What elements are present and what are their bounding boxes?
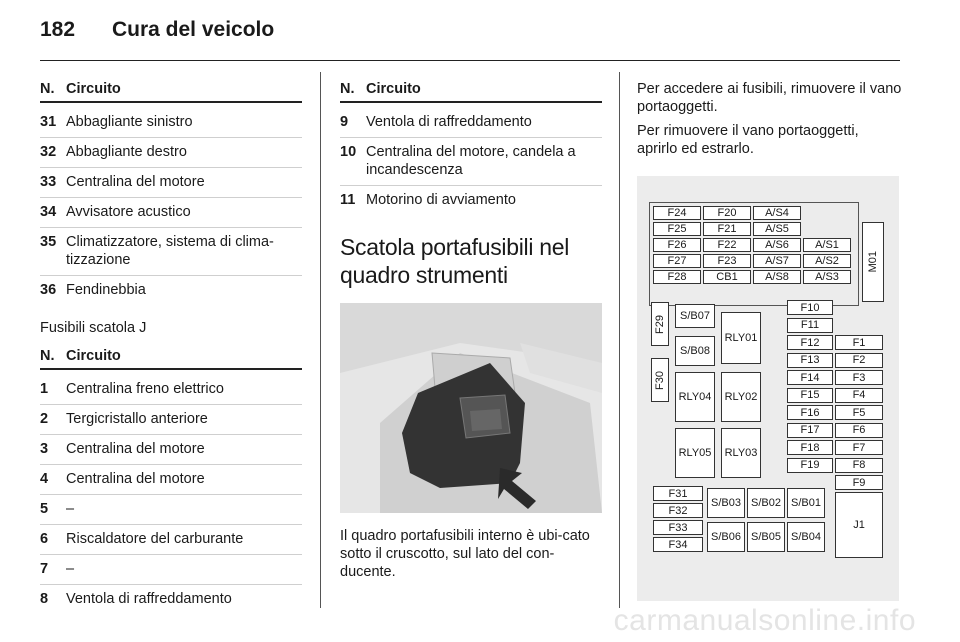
fuse-slot xyxy=(835,423,883,438)
page-header xyxy=(40,18,274,42)
fuse-slot-label: S/B01 xyxy=(791,497,821,509)
circuit-description: – xyxy=(66,561,75,577)
circuit-description: Ventola di raffreddamento xyxy=(366,114,532,130)
fuse-slot xyxy=(653,520,703,535)
fuse-slot-label: F33 xyxy=(668,521,688,534)
fuse-slot-label: F24 xyxy=(667,207,687,219)
fuse-slot-label: A/S8 xyxy=(765,271,789,283)
fuse-slot-label: F12 xyxy=(800,336,820,349)
fuse-slot xyxy=(803,270,851,284)
circuit-description: Centralina del motore, candela a incandescenza xyxy=(366,144,576,178)
circuit-number: 7 xyxy=(40,561,49,577)
table-row xyxy=(40,410,302,435)
relay-label: RLY05 xyxy=(678,447,712,459)
relay-label: RLY02 xyxy=(724,391,758,403)
page-number: 182 xyxy=(40,18,76,41)
fuse-slot-label: F27 xyxy=(667,255,687,267)
fuse-slot-label: F19 xyxy=(800,459,820,471)
circuit-number: 32 xyxy=(40,144,57,160)
column-1 xyxy=(40,80,302,619)
fuse-slot-label: F1 xyxy=(852,336,866,349)
fuse-slot-label: F23 xyxy=(717,255,737,267)
fuse-slot-label: F31 xyxy=(668,487,688,500)
circuit-number: 11 xyxy=(340,192,356,208)
fuse-slot xyxy=(703,238,751,252)
fuse-slot xyxy=(675,336,715,366)
relay xyxy=(721,372,761,422)
relay xyxy=(675,372,715,422)
circuit-number: 35 xyxy=(40,234,57,250)
fuse-slot xyxy=(747,488,785,518)
fuse-slot-label: F32 xyxy=(668,504,688,517)
fuse-panel-illustration xyxy=(340,303,602,513)
circuit-number: 4 xyxy=(40,471,49,487)
header-rule xyxy=(40,60,900,61)
circuit-description: Centralina del motore xyxy=(66,441,205,457)
fuse-slot-label: S/B03 xyxy=(711,497,741,509)
fuse-slot xyxy=(787,405,833,420)
fuse-module-label: M01 xyxy=(867,251,879,273)
circuit-number: 34 xyxy=(40,204,57,220)
circuit-description: Abbagliante sinistro xyxy=(66,114,193,130)
fuse-slot xyxy=(703,206,751,220)
fuse-slot-label: S/B06 xyxy=(711,531,741,543)
fuse-slot xyxy=(803,238,851,252)
circuit-description: – xyxy=(66,501,75,517)
fuse-slot-label: F28 xyxy=(667,271,687,283)
fuse-slot-label: F20 xyxy=(717,207,737,219)
table-row xyxy=(40,281,302,305)
fuse-slot xyxy=(653,270,701,284)
fuse-slot xyxy=(753,254,801,268)
fuse-slot-label: F18 xyxy=(800,441,820,454)
circuit-description: Tergicristallo anteriore xyxy=(66,411,208,427)
column-divider xyxy=(320,72,321,608)
fuse-slot xyxy=(835,458,883,473)
fusebox-diagram xyxy=(637,176,899,601)
fuse-slot-label: CB1 xyxy=(716,271,738,283)
fuse-slot xyxy=(675,304,715,328)
fuse-slot xyxy=(803,254,851,268)
fuse-slot xyxy=(653,222,701,236)
fuse-slot-label: F9 xyxy=(852,476,866,489)
fuse-slot-label: S/B04 xyxy=(791,531,821,543)
fuse-slot-label: F25 xyxy=(667,223,687,235)
fuse-slot-label: F4 xyxy=(852,389,866,401)
fuse-slot xyxy=(787,488,825,518)
table-header: N. Circuito xyxy=(40,80,302,103)
fuse-slot-label: A/S3 xyxy=(815,271,839,283)
fuse-slot-label: F17 xyxy=(800,424,820,436)
table-row xyxy=(40,440,302,465)
fuse-slot xyxy=(703,222,751,236)
fuse-slot xyxy=(651,302,669,346)
fuse-panel-photo xyxy=(340,303,602,513)
fuse-slot-label: S/B05 xyxy=(751,531,781,543)
fuse-slot xyxy=(787,423,833,438)
circuit-description: Centralina del motore xyxy=(66,174,205,190)
fuse-table-1 xyxy=(40,113,302,305)
fuse-slot-label: J1 xyxy=(853,519,865,531)
table-row xyxy=(340,113,602,138)
table-row xyxy=(40,233,302,276)
fuse-slot-label: F6 xyxy=(852,424,866,436)
fuse-slot xyxy=(835,405,883,420)
fuse-slot xyxy=(835,353,883,368)
table-row xyxy=(40,590,302,614)
fuse-slot xyxy=(835,475,883,490)
circuit-description: Riscaldatore del carburante xyxy=(66,531,244,547)
fuse-slot xyxy=(753,206,801,220)
page-title: Cura del veicolo xyxy=(112,18,275,41)
fuse-slot xyxy=(707,488,745,518)
fuse-slot-label: S/B02 xyxy=(751,497,781,509)
table-header: N. Circuito xyxy=(340,80,602,103)
relay-label: RLY01 xyxy=(724,332,758,344)
fuse-slot xyxy=(787,300,833,315)
fuse-slot xyxy=(653,254,701,268)
fuse-slot xyxy=(653,238,701,252)
circuit-description: Climatizzatore, sistema di clima-tizzazione xyxy=(66,234,274,268)
fuse-slot xyxy=(787,353,833,368)
fuse-slot xyxy=(653,537,703,552)
fuse-slot-label: F22 xyxy=(717,239,737,251)
table-row xyxy=(40,143,302,168)
fuse-slot xyxy=(787,440,833,455)
fuse-slot-label: F21 xyxy=(717,223,737,235)
circuit-number: 6 xyxy=(40,531,49,547)
fuse-slot xyxy=(753,270,801,284)
fuse-slot xyxy=(747,522,785,552)
photo-caption: Il quadro portafusibili interno è ubi-cato sotto il cruscotto, sul lato del con-ducente. xyxy=(340,528,590,580)
fuse-slot-label: F2 xyxy=(852,354,866,366)
fuse-slot-label: S/B08 xyxy=(680,345,710,357)
fuse-slot xyxy=(835,335,883,350)
circuit-number: 31 xyxy=(40,114,57,130)
circuit-number: 5 xyxy=(40,501,49,517)
table-row xyxy=(340,143,602,186)
column-divider xyxy=(619,72,620,608)
fuse-slot xyxy=(703,254,751,268)
circuit-number: 33 xyxy=(40,174,57,190)
fuse-slot-label: F16 xyxy=(800,406,820,419)
fuse-slot-label: F7 xyxy=(852,441,866,454)
fuse-slot xyxy=(787,370,833,385)
fuse-slot xyxy=(653,503,703,518)
circuit-description: Ventola di raffreddamento xyxy=(66,591,232,607)
relay xyxy=(721,312,761,364)
circuit-description: Fendinebbia xyxy=(66,282,146,298)
fuse-slot-label: A/S7 xyxy=(765,255,789,267)
fuse-slot xyxy=(753,238,801,252)
fuse-slot xyxy=(787,522,825,552)
circuit-description: Centralina del motore xyxy=(66,471,205,487)
paragraph: Per rimuovere il vano portaoggetti, aprirlo ed estrarlo. xyxy=(637,123,859,157)
circuit-description: Avvisatore acustico xyxy=(66,204,191,220)
fuse-slot-label: F34 xyxy=(668,538,688,551)
fuse-slot-label: F13 xyxy=(800,354,820,366)
section-heading: Scatola portafusibili nel quadro strumenti xyxy=(340,234,570,288)
fuse-slot xyxy=(651,358,669,402)
fuse-slot-label: A/S2 xyxy=(815,255,839,267)
fuse-table-3 xyxy=(340,113,602,215)
fuse-slot-label: S/B07 xyxy=(680,310,710,322)
circuit-description: Motorino di avviamento xyxy=(366,192,516,208)
paragraph: Per accedere ai fusibili, rimuovere il vano portaoggetti. xyxy=(637,81,902,115)
fuse-slot-label: A/S5 xyxy=(765,223,789,235)
fuse-slot-label: F15 xyxy=(800,389,820,401)
fuse-slot-label: F29 xyxy=(654,314,666,334)
table-row xyxy=(40,203,302,228)
fuse-slot-label: F3 xyxy=(852,371,866,384)
circuit-number: 9 xyxy=(340,114,349,130)
table-row xyxy=(40,173,302,198)
table-row xyxy=(340,191,602,215)
fuse-slot xyxy=(835,388,883,403)
circuit-number: 1 xyxy=(40,381,49,397)
circuit-number: 2 xyxy=(40,411,49,427)
fuse-slot-label: F11 xyxy=(800,319,820,331)
column-2 xyxy=(340,80,602,581)
fuse-slot-label: A/S4 xyxy=(765,207,789,219)
fuse-slot xyxy=(707,522,745,552)
fuse-slot xyxy=(835,370,883,385)
table-row xyxy=(40,530,302,555)
table-row xyxy=(40,380,302,405)
table-header: N. Circuito xyxy=(40,347,302,370)
circuit-description: Centralina freno elettrico xyxy=(66,381,224,397)
fuse-slot-label: F26 xyxy=(667,239,687,251)
fuse-slot xyxy=(787,388,833,403)
fuse-slot-label: F5 xyxy=(852,406,866,419)
fuse-slot-label: A/S1 xyxy=(815,239,839,251)
column-3 xyxy=(637,80,902,601)
table-row xyxy=(40,470,302,495)
fuse-slot xyxy=(653,486,703,501)
table-row xyxy=(40,113,302,138)
relay-label: RLY03 xyxy=(724,447,758,459)
fuse-slot xyxy=(787,458,833,473)
subheading: Fusibili scatola J xyxy=(40,320,147,336)
relay-label: RLY04 xyxy=(678,391,712,403)
fuse-slot-label: F8 xyxy=(852,459,866,471)
fuse-slot xyxy=(653,206,701,220)
fuse-slot xyxy=(835,440,883,455)
circuit-number: 3 xyxy=(40,441,49,457)
watermark: carmanualsonline.info xyxy=(613,604,916,637)
relay xyxy=(721,428,761,478)
circuit-description: Abbagliante destro xyxy=(66,144,187,160)
relay xyxy=(675,428,715,478)
fuse-slot xyxy=(835,492,883,558)
fuse-slot-label: F10 xyxy=(800,301,820,314)
circuit-number: 8 xyxy=(40,591,49,607)
table-row xyxy=(40,500,302,525)
table-row xyxy=(40,560,302,585)
fuse-slot-label: F30 xyxy=(654,370,666,390)
fuse-slot xyxy=(787,335,833,350)
fuse-slot xyxy=(703,270,751,284)
fuse-module xyxy=(862,222,884,302)
circuit-number: 10 xyxy=(340,144,357,160)
fuse-slot xyxy=(753,222,801,236)
fuse-slot-label: F14 xyxy=(800,371,820,384)
fuse-slot xyxy=(787,318,833,333)
circuit-number: 36 xyxy=(40,282,57,298)
fuse-table-2 xyxy=(40,380,302,614)
fuse-slot-label: A/S6 xyxy=(765,239,789,251)
